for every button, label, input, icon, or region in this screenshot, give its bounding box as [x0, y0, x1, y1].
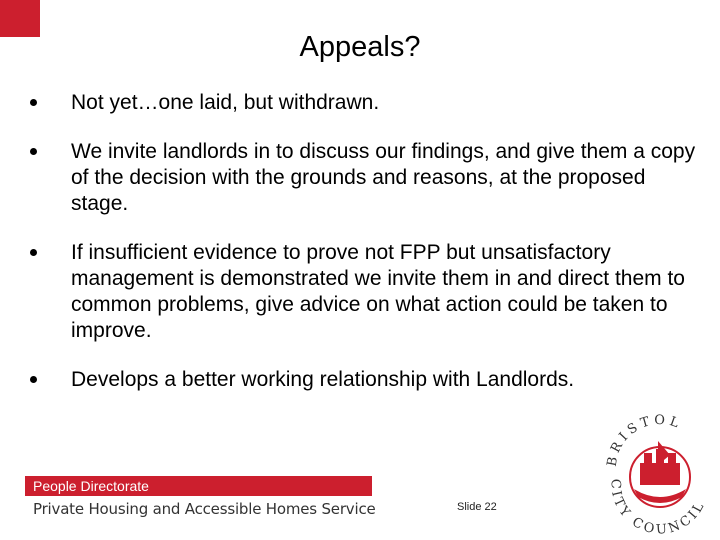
bullet-text: Not yet…one laid, but withdrawn.	[71, 91, 380, 114]
bullet-dot-icon	[30, 249, 37, 256]
service-name: Private Housing and Accessible Homes Service	[33, 500, 376, 518]
bullet-text: If insufficient evidence to prove not FPP but unsatisfactory management is demonstrated we invite them in and direct them to common problems, give advice on what action could be taken to improve.	[71, 241, 685, 342]
bullet-text: We invite landlords in to discuss our findings, and give them a copy of the decision with the grounds and reasons, at the proposed stage.	[71, 140, 696, 215]
bullet-item	[22, 367, 702, 393]
slide-title: Appeals?	[299, 31, 421, 63]
directorate-bar: People Directorate	[25, 476, 372, 496]
bullet-dot-icon	[30, 376, 37, 383]
bristol-city-council-logo	[600, 405, 718, 537]
bullet-item	[22, 240, 702, 344]
bullet-dot-icon	[30, 148, 37, 155]
bullet-item	[22, 139, 702, 217]
slide-number: Slide 22	[457, 501, 497, 513]
bullet-text: Develops a better working relationship with Landlords.	[71, 368, 575, 391]
logo-bottom-text: CITY COUNCIL	[607, 478, 709, 537]
logo-top-text: BRISTOL	[604, 412, 685, 468]
bullet-list	[22, 90, 702, 416]
bullet-dot-icon	[30, 99, 37, 106]
bullet-item	[22, 90, 702, 116]
